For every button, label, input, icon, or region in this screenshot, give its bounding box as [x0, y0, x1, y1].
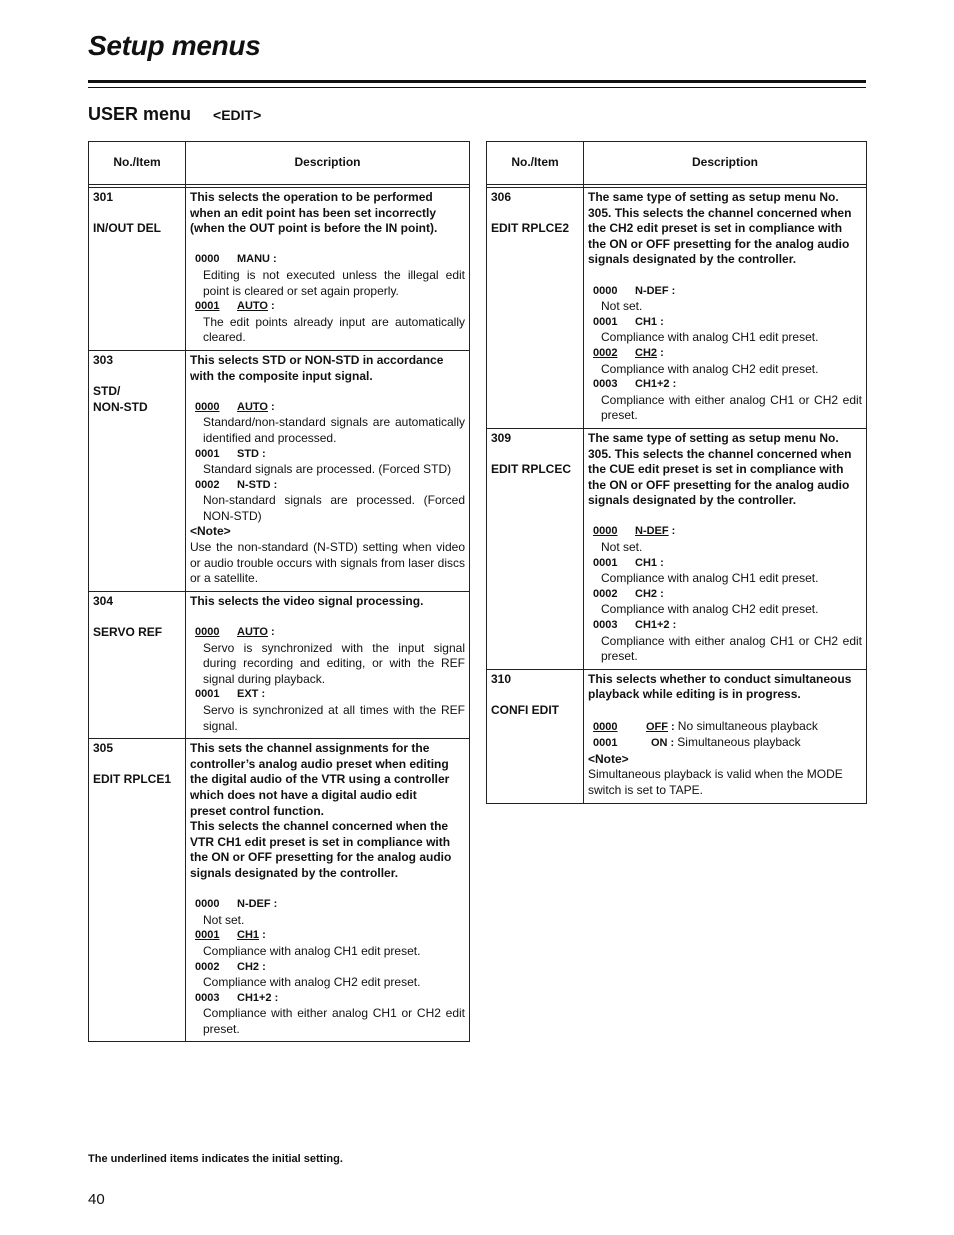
option-description: Servo is synchronized with the input signal during recording and editing, or with the REF signal during playback. [203, 640, 465, 686]
section-title: USER menu [88, 104, 192, 124]
option-line: 0001 AUTO : [190, 299, 465, 315]
option-label: N-DEF [635, 525, 669, 538]
option-line: 0001 CH1 : [588, 556, 862, 572]
item-name: STD/ NON-STD [93, 384, 148, 414]
option-label: CH1 [635, 556, 658, 569]
column-header-description: Description [186, 142, 470, 185]
option-description: Non-standard signals are processed. (Forced NON-STD) [203, 493, 465, 523]
title-rule-thin [88, 87, 866, 88]
settings-table-left [88, 141, 470, 1042]
option-code: 0003 [195, 991, 220, 1004]
item-number: 304 [93, 593, 114, 608]
option-code: 0002 [593, 587, 618, 600]
note-text: Simultaneous playback is valid when the MODE switch is set to TAPE. [588, 767, 843, 797]
description-cell [584, 428, 867, 669]
option-description: Compliance with either analog CH1 or CH2 edit preset. [601, 633, 862, 664]
option-code: 0001 [593, 556, 618, 569]
page-number: 40 [88, 1191, 105, 1208]
column-header-no-item: No./Item [89, 142, 186, 185]
option-code: 0000 [593, 525, 618, 538]
option-description: Compliance with analog CH1 edit preset. [601, 571, 819, 586]
item-number: 309 [491, 430, 512, 445]
option-description: Not set. [601, 299, 643, 314]
option-label: N-DEF [635, 284, 669, 297]
item-name: EDIT RPLCE1 [93, 772, 172, 787]
option-description: No simultaneous playback [677, 718, 818, 733]
item-name: SERVO REF [93, 625, 163, 640]
option-line: 0001 ON : Simultaneous playback [588, 735, 862, 752]
column-header-no-item: No./Item [487, 142, 584, 185]
option-line: 0001 EXT : [190, 687, 465, 703]
option-description: Compliance with analog CH1 edit preset. [203, 943, 421, 958]
description-intro: This sets the channel assignments for the controller’s analog audio preset when editing the digital audio of the VTR using a controller which does not have a digital audio edit preset control function. This selects the channel concerned when the VTR CH1 edit preset is set in compliance with the ON or OFF presetting for the analog audio signals designated by the controller. [190, 741, 452, 880]
table-row [89, 188, 470, 351]
option-code: 0003 [593, 378, 618, 391]
item-name: IN/OUT DEL [93, 221, 161, 236]
option-line: 0000 N-DEF : [588, 524, 862, 540]
option-line: 0002 CH2 : [588, 587, 862, 603]
description-cell [186, 350, 470, 591]
item-number: 310 [491, 671, 512, 686]
option-description: The edit points already input are automatically cleared. [203, 314, 465, 345]
section-subtitle: <EDIT> [213, 107, 262, 123]
note-label: <Note> [190, 524, 231, 539]
option-code: 0001 [195, 300, 220, 313]
option-description: Servo is synchronized at all times with the REF signal. [203, 703, 465, 733]
option-code: 0002 [195, 478, 220, 491]
option-line: 0000 N-DEF : [190, 897, 465, 913]
item-name: EDIT RPLCE2 [491, 221, 570, 236]
option-label: CH2 [237, 960, 260, 973]
option-description: Editing is not executed unless the illegal edit point is cleared or set again properly. [203, 267, 465, 298]
description-intro: The same type of setting as setup menu No. 305. This selects the channel concerned when the CUE edit preset is set in compliance with the ON or OFF presetting for the analog audio signals designated by the controller. [588, 430, 852, 508]
description-intro: This selects the operation to be performed when an edit point has been set incorrectly (when the OUT point is before the IN point). [190, 190, 438, 236]
option-description: Not set. [203, 912, 245, 927]
option-description: Compliance with analog CH2 edit preset. [601, 361, 819, 376]
option-line: 0003 CH1+2 : [588, 377, 862, 393]
option-label: OFF [646, 720, 668, 733]
description-intro: The same type of setting as setup menu No. 305. This selects the channel concerned when the CH2 edit preset is set in compliance with the ON or OFF presetting for the analog audio signals designated by the controller. [588, 190, 852, 267]
item-number: 306 [491, 190, 512, 204]
item-name: EDIT RPLCEC [491, 462, 572, 477]
option-label: AUTO [237, 626, 268, 639]
option-label: CH2 [635, 346, 658, 359]
item-number-cell [487, 188, 584, 429]
option-line: 0003 CH1+2 : [588, 618, 862, 634]
option-label: ON [651, 737, 668, 750]
option-code: 0003 [593, 619, 618, 632]
option-label: CH1+2 [635, 378, 670, 391]
option-line: 0000 AUTO : [190, 625, 465, 641]
option-line: 0001 CH1 : [588, 315, 862, 331]
description-cell [186, 188, 470, 351]
option-line: 0000 MANU : [190, 252, 465, 268]
option-description: Compliance with either analog CH1 or CH2 edit preset. [601, 392, 862, 423]
option-code: 0001 [195, 447, 220, 460]
table-row [487, 428, 867, 669]
description-cell [584, 669, 867, 803]
option-label: EXT [237, 688, 259, 701]
option-line: 0001 CH1 : [190, 928, 465, 944]
item-number: 303 [93, 352, 114, 367]
option-line: 0002 N-STD : [190, 478, 465, 494]
description-cell [186, 739, 470, 1042]
item-number-cell [487, 428, 584, 669]
description-intro: This selects STD or NON-STD in accordance with the composite input signal. [190, 352, 444, 383]
item-number-cell [487, 669, 584, 803]
option-line: 0002 CH2 : [190, 960, 465, 976]
description-intro: This selects the video signal processing. [190, 593, 424, 608]
option-label: CH1 [635, 315, 658, 328]
table-row [487, 669, 867, 803]
description-intro: This selects whether to conduct simultaneous playback while editing is in progress. [588, 671, 852, 702]
table-row [89, 591, 470, 738]
option-description: Compliance with analog CH2 edit preset. [601, 602, 819, 617]
table-row [89, 739, 470, 1042]
option-label: CH2 [635, 587, 658, 600]
option-code: 0001 [593, 315, 618, 328]
table-row [487, 188, 867, 429]
option-code: 0001 [195, 929, 220, 942]
note-text: Use the non-standard (N-STD) setting when video or audio trouble occurs with signals from laser discs or a satellite. [190, 540, 465, 586]
option-line: 0000 OFF : No simultaneous playback [588, 719, 862, 736]
option-description: Compliance with analog CH2 edit preset. [203, 975, 421, 990]
option-label: AUTO [237, 400, 268, 413]
option-code: 0002 [195, 960, 220, 973]
option-line: 0000 N-DEF : [588, 284, 862, 300]
option-description: Compliance with either analog CH1 or CH2 edit preset. [203, 1006, 465, 1036]
option-description: Compliance with analog CH1 edit preset. [601, 330, 819, 345]
page-title: Setup menus [88, 30, 261, 61]
description-cell [584, 188, 867, 429]
item-number-cell [89, 739, 186, 1042]
column-header-description: Description [584, 142, 867, 185]
option-code: 0000 [195, 253, 220, 266]
option-code: 0000 [195, 898, 220, 911]
option-label: MANU [237, 253, 270, 266]
option-label: N-STD [237, 478, 271, 491]
item-number-cell [89, 188, 186, 351]
option-description: Not set. [601, 540, 643, 555]
item-name: CONFI EDIT [491, 703, 559, 717]
settings-table-right [486, 141, 867, 804]
option-description: Standard signals are processed. (Forced STD) [203, 462, 452, 477]
option-code: 0001 [195, 688, 220, 701]
option-code: 0000 [195, 626, 220, 639]
option-label: N-DEF [237, 898, 271, 911]
item-number-cell [89, 591, 186, 738]
option-code: 0001 [593, 737, 618, 750]
item-number: 301 [93, 190, 114, 204]
option-line: 0001 STD : [190, 447, 465, 463]
option-line: 0000 AUTO : [190, 400, 465, 416]
option-label: CH1+2 [237, 991, 272, 1004]
option-label: CH1 [237, 929, 260, 942]
option-line: 0002 CH2 : [588, 346, 862, 362]
option-description: Simultaneous playback [677, 735, 801, 750]
option-code: 0002 [593, 346, 618, 359]
table-row [89, 350, 470, 591]
option-label: CH1+2 [635, 619, 670, 632]
option-code: 0000 [195, 400, 220, 413]
footnote: The underlined items indicates the initial setting. [88, 1153, 343, 1165]
option-description: Standard/non-standard signals are automatically identified and processed. [203, 415, 465, 445]
description-cell [186, 591, 470, 738]
note-label: <Note> [588, 751, 629, 766]
option-line: 0003 CH1+2 : [190, 991, 465, 1007]
option-label: STD [237, 447, 259, 460]
title-rule-thick [88, 80, 866, 83]
item-number: 305 [93, 741, 114, 756]
item-number-cell [89, 350, 186, 591]
option-code: 0000 [593, 720, 618, 733]
option-label: AUTO [237, 300, 268, 313]
option-code: 0000 [593, 284, 618, 297]
section-heading [88, 104, 261, 125]
